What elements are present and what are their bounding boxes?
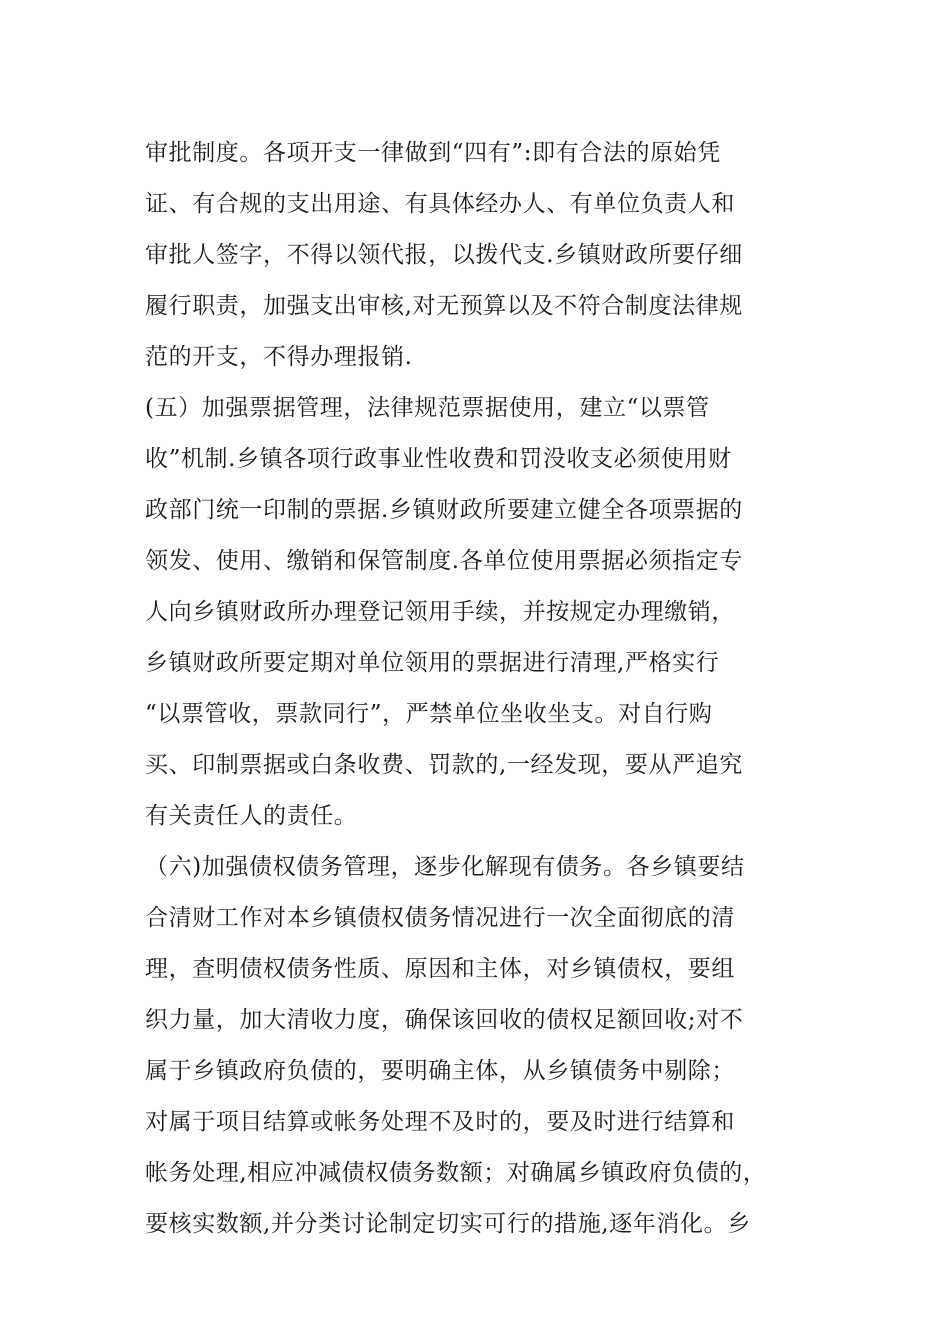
text-line: 领发、使用、缴销和保管制度.各单位使用票据必须指定专 [145,548,743,574]
text-line: 收”机制.乡镇各项行政事业性收费和罚没收支必须使用财 [145,446,732,472]
text-line: 对属于项目结算或帐务处理不及时的，要及时进行结算和 [145,1109,735,1135]
text-line: 人向乡镇财政所办理登记领用手续，并按规定办理缴销， [145,599,735,625]
text-line: 审批制度。各项开支一律做到“四有”:即有合法的原始凭 [145,140,721,166]
text-line: （六)加强债权债务管理，逐步化解现有债务。各乡镇要结 [145,854,745,880]
text-line: 范的开支，不得办理报销. [145,344,413,370]
text-line: (五）加强票据管理，法律规范票据使用，建立“以票管 [145,395,710,421]
text-line: 买、印制票据或白条收费、罚款的,一经发现，要从严追究 [145,752,743,778]
text-line: 帐务处理,相应冲减债权债务数额；对确属乡镇政府负债的， [145,1160,767,1186]
text-line: 属于乡镇政府负债的，要明确主体，从乡镇债务中剔除； [145,1058,735,1084]
text-line: 织力量，加大清收力度，确保该回收的债权足额回收;对不 [145,1007,744,1033]
text-line: “以票管收，票款同行”，严禁单位坐收坐支。对自行购 [145,701,713,727]
text-line: 证、有合规的支出用途、有具体经办人、有单位负责人和 [145,191,735,217]
text-line: 政部门统一印制的票据.乡镇财政所要建立健全各项票据的 [145,497,743,523]
text-line: 乡镇财政所要定期对单位领用的票据进行清理,严格实行 [145,650,720,676]
text-line: 履行职责，加强支出审核,对无预算以及不符合制度法律规 [145,293,743,319]
text-line: 合清财工作对本乡镇债权债务情况进行一次全面彻底的清 [145,905,735,931]
body-text [145,128,825,1250]
text-line: 有关责任人的责任。 [145,803,358,829]
text-line: 理，查明债权债务性质、原因和主体，对乡镇债权，要组 [145,956,735,982]
text-line: 审批人签字，不得以领代报，以拨代支.乡镇财政所要仔细 [145,242,743,268]
text-line: 要核实数额,并分类讨论制定切实可行的措施,逐年消化。乡 [145,1211,751,1237]
